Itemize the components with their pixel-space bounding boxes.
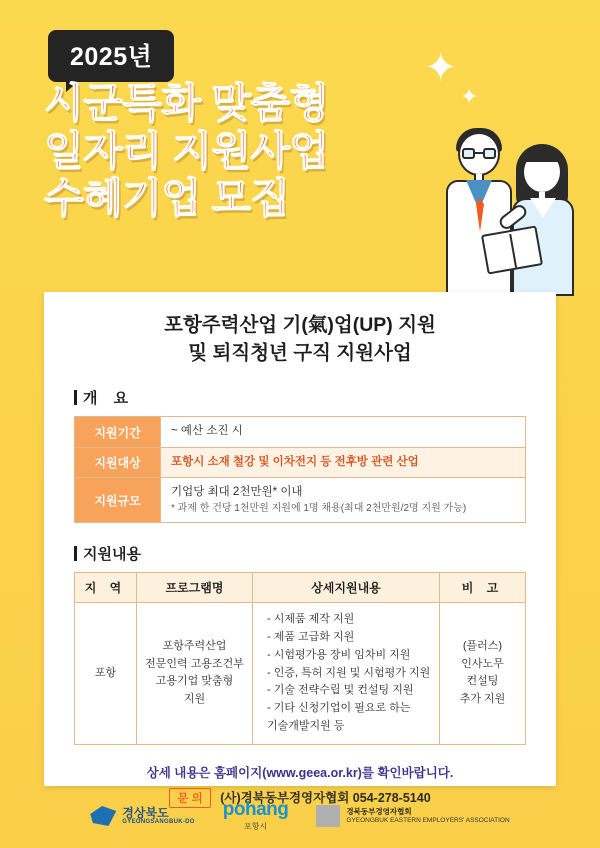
- gyeongsangbuk-mark-icon: [90, 806, 116, 826]
- logo-pohang: [223, 800, 289, 832]
- note-line-0: (플러스): [462, 639, 503, 652]
- overview-value-1: 포항시 소재 철강 및 이차전지 등 전후방 관련 산업: [161, 447, 526, 477]
- title-line-2: 일자리 지원사업: [44, 127, 329, 174]
- contact-tag: 문 의: [169, 788, 210, 808]
- title-line-1: 시군특화 맞춤형: [44, 80, 329, 126]
- table-row: [75, 603, 526, 745]
- glasses-icon: [462, 148, 496, 159]
- detail-item: - 인증, 특허 지원 및 시험평가 지원: [267, 666, 431, 679]
- table-row: [75, 447, 526, 477]
- contact-text: (사)경북동부경영자협회 054-278-5140: [220, 790, 431, 805]
- logo-gyeongbuk-employers: [316, 805, 509, 827]
- program-line-3: 지원: [183, 693, 206, 706]
- gyeongsangbuk-label: 경상북도 GYEONGSANGBUK-DO: [122, 805, 195, 826]
- section-label-content: [74, 543, 556, 564]
- detail-item: 기술개발지원 등: [267, 720, 345, 732]
- label-bar-icon: [74, 390, 77, 405]
- content-header-3: 비 고: [440, 573, 526, 603]
- table-row: [75, 477, 526, 522]
- woman-bangs: [520, 146, 564, 162]
- program-line-1: 전문인력 고용조건부: [145, 657, 244, 670]
- title-line-3: 수혜기업 모집: [44, 175, 290, 222]
- homepage-note: 상세 내용은 홈페이지(www.geea.or.kr)를 확인바랍니다.: [146, 765, 454, 780]
- overview-key-2: 지원규모: [75, 477, 161, 522]
- section-label-content-text: 지원내용: [83, 546, 141, 564]
- overview-key-0: 지원기간: [75, 417, 161, 447]
- content-cell-note: [440, 603, 526, 745]
- logo-strip: [0, 800, 600, 832]
- pohang-wordmark: pohang: [222, 799, 289, 820]
- logo-gyeongsangbuk: [90, 806, 194, 826]
- note-line-2: 컨설팅: [466, 675, 499, 688]
- content-table: [74, 572, 526, 745]
- section-label-overview: [74, 387, 556, 408]
- content-card: [44, 292, 556, 805]
- overview-value-2-main: 기업당 최대 2천만원* 이내: [171, 485, 303, 498]
- table-row: [75, 417, 526, 447]
- sparkle-small-icon: ✦: [460, 84, 479, 109]
- overview-table: [74, 416, 526, 523]
- section-label-overview-text: 개 요: [83, 390, 135, 408]
- detail-item: - 기타 신청기업이 필요로 하는: [267, 702, 411, 715]
- people-illustration: [438, 118, 578, 296]
- content-header-2: 상세지원내용: [253, 573, 440, 603]
- label-bar-icon: [74, 546, 77, 561]
- employers-assoc-label: 경북동부경영자협회 GYEONGBUK EASTERN EMPLOYERS' ASSOCIATION: [346, 807, 510, 824]
- content-cell-program: [137, 603, 253, 745]
- table-header-row: [75, 573, 526, 603]
- detail-item: - 시험평가용 장비 임차비 지원: [267, 648, 411, 661]
- card-title-line-2: 및 퇴직청년 구직 지원사업: [188, 341, 412, 364]
- detail-item: - 시제품 제작 지원: [267, 613, 355, 626]
- content-cell-details: [253, 603, 440, 745]
- content-header-0: 지 역: [75, 573, 137, 603]
- poster-header: [0, 0, 600, 290]
- pohang-sub-label: 포항시: [243, 822, 268, 831]
- poster-title: [44, 80, 329, 223]
- detail-item: - 제품 고급화 지원: [267, 630, 355, 643]
- card-title: [44, 292, 556, 367]
- card-title-line-1: 포항주력산업 기(氣)업(UP) 지원: [164, 314, 436, 336]
- employers-assoc-mark-icon: [316, 805, 340, 827]
- content-header-1: 프로그램명: [137, 573, 253, 603]
- overview-value-0: ~ 예산 소진 시: [161, 417, 526, 447]
- program-line-0: 포항주력산업: [162, 639, 227, 652]
- note-line-1: 인사노무: [461, 657, 504, 670]
- program-line-2: 고용기업 맞춤형: [155, 675, 234, 688]
- year-badge: 2025년: [48, 30, 174, 82]
- overview-value-2: [161, 477, 526, 522]
- sparkle-icon: ✦: [424, 46, 458, 90]
- overview-key-1: 지원대상: [75, 447, 161, 477]
- note-line-3: 추가 지원: [459, 693, 506, 706]
- overview-value-2-sub: * 과제 한 건당 1천만원 지원에 1명 채용(최대 2천만원/2명 지원 가능): [171, 503, 467, 515]
- detail-item: - 기술 전략수립 및 컨설팅 지원: [267, 684, 414, 697]
- content-cell-region: 포항: [75, 603, 137, 745]
